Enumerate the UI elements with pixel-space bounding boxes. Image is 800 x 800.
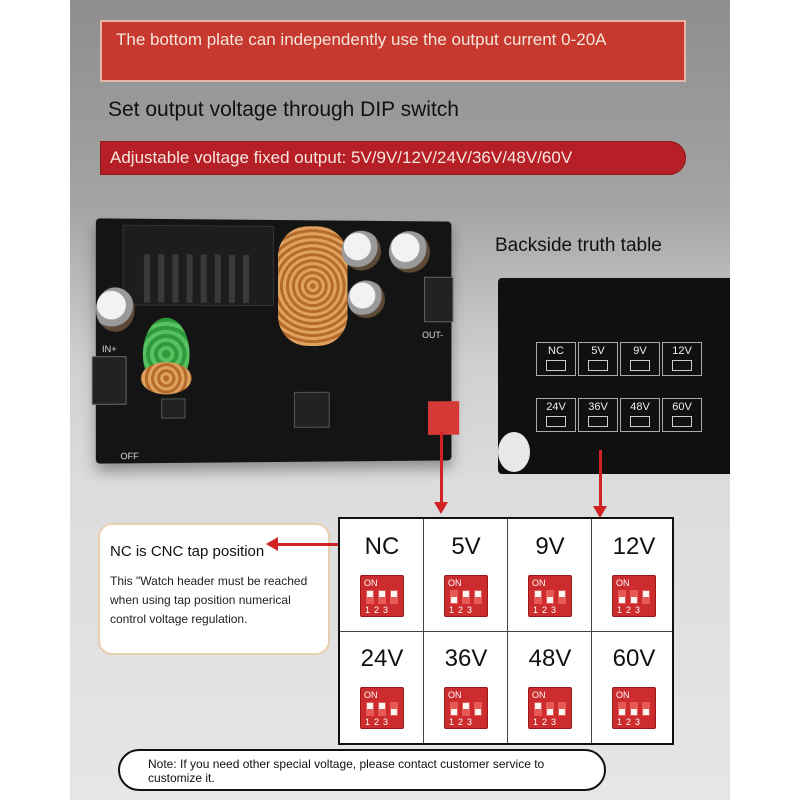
board-photo (96, 218, 452, 463)
mini-dip-icon (546, 360, 566, 371)
dip-knob (535, 591, 541, 597)
dip-lever (474, 702, 482, 716)
dip-knob (547, 597, 553, 603)
mini-dip-icon (630, 416, 650, 427)
backside-cell (662, 398, 702, 432)
dip-lever (534, 702, 542, 716)
dip-lever (534, 590, 542, 604)
dip-lever (630, 702, 638, 716)
right-margin (730, 0, 800, 800)
knob-icon (498, 432, 530, 472)
dip-switch-icon (444, 575, 488, 617)
backside-cell (620, 398, 660, 432)
small-coil-icon (141, 362, 192, 394)
dip-knob (475, 709, 481, 715)
voltage-label: 60V (612, 645, 656, 672)
dip-lever (450, 590, 458, 604)
dip-numbers: 123 (533, 605, 561, 615)
dip-numbers: 123 (449, 717, 477, 727)
dip-knob (367, 703, 373, 709)
backside-cell-label: 12V (672, 345, 692, 357)
voltage-label: NC (364, 533, 400, 560)
backside-cell-label: 60V (672, 401, 692, 413)
dip-knob (643, 591, 649, 597)
dip-numbers: 123 (533, 717, 561, 727)
dip-lever (558, 702, 566, 716)
inductor-icon (278, 226, 348, 346)
arrow-down-icon (434, 502, 448, 514)
dip-knob (391, 591, 397, 597)
dip-switch-icon (428, 401, 459, 435)
backside-cell (620, 342, 660, 376)
backside-cell (578, 398, 618, 432)
left-margin (0, 0, 70, 800)
mcu-chip-icon (294, 392, 330, 428)
ic-chip-icon (161, 398, 185, 418)
mini-dip-icon (672, 360, 692, 371)
dip-numbers: 123 (617, 605, 645, 615)
dip-lever (462, 702, 470, 716)
dip-on-label: ON (364, 578, 378, 588)
dip-lever (546, 590, 554, 604)
dip-numbers: 123 (449, 605, 477, 615)
board-label-out: OUT- (422, 330, 444, 341)
mini-dip-icon (546, 416, 566, 427)
capacitor-icon (348, 280, 385, 318)
truth-table (338, 517, 674, 745)
dip-lever (546, 702, 554, 716)
fixed-output-banner: Adjustable voltage fixed output: 5V/9V/12V/24V/36V/48V/60V (100, 141, 686, 175)
dip-on-label: ON (364, 690, 378, 700)
dip-switch-icon (612, 575, 656, 617)
mini-dip-icon (630, 360, 650, 371)
dip-knob (379, 591, 385, 597)
dip-knob (559, 709, 565, 715)
voltage-label: 9V (535, 533, 565, 560)
dip-knob (391, 709, 397, 715)
dip-knob (559, 591, 565, 597)
voltage-label: 5V (451, 533, 481, 560)
dip-lever (642, 702, 650, 716)
dip-lever (366, 590, 374, 604)
backside-cell (578, 342, 618, 376)
dip-knob (547, 709, 553, 715)
dip-lever (366, 702, 374, 716)
dip-switch-icon (528, 575, 572, 617)
dip-switch-icon (528, 687, 572, 729)
output-terminal-icon (424, 277, 453, 323)
heatsink-icon (122, 225, 274, 306)
backside-cell-label: 5V (591, 345, 605, 357)
voltage-label: 48V (528, 645, 572, 672)
capacitor-icon (96, 287, 135, 332)
voltage-label: 12V (612, 533, 656, 560)
dip-lever (630, 590, 638, 604)
dip-knob (367, 591, 373, 597)
dip-switch-icon (360, 687, 404, 729)
dip-on-label: ON (532, 578, 546, 588)
dip-numbers: 123 (617, 717, 645, 727)
dip-numbers: 123 (365, 717, 393, 727)
dip-switch-icon (444, 687, 488, 729)
mini-dip-icon (588, 416, 608, 427)
backside-cell (536, 342, 576, 376)
dip-knob (463, 703, 469, 709)
dip-knob (535, 703, 541, 709)
nc-info-body: This "Watch header must be reached when using tap position numerical control voltage regulation. (110, 574, 308, 626)
dip-lever (390, 702, 398, 716)
backside-cell-label: 36V (588, 401, 608, 413)
dip-on-label: ON (448, 690, 462, 700)
backside-cell-label: 48V (630, 401, 650, 413)
mini-dip-icon (672, 416, 692, 427)
dip-lever (558, 590, 566, 604)
mini-dip-icon (588, 360, 608, 371)
dip-lever (642, 590, 650, 604)
arrow-down-right-line (599, 450, 602, 508)
backside-cell (536, 398, 576, 432)
dip-switch-icon (360, 575, 404, 617)
dip-on-label: ON (448, 578, 462, 588)
arrow-left-icon (266, 537, 278, 551)
dip-knob (451, 709, 457, 715)
dip-on-label: ON (616, 578, 630, 588)
backside-cell-label: 24V (546, 401, 566, 413)
capacitor-icon (342, 231, 381, 271)
dip-knob (643, 709, 649, 715)
nc-info-title: NC is CNC tap position (110, 543, 265, 560)
backside-board-photo (498, 278, 730, 474)
dip-lever (474, 590, 482, 604)
dip-knob (475, 591, 481, 597)
dip-subtitle: Set output voltage through DIP switch (108, 98, 459, 121)
dip-knob (631, 597, 637, 603)
dip-knob (463, 591, 469, 597)
dip-lever (450, 702, 458, 716)
voltage-label: 24V (360, 645, 404, 672)
capacitor-icon (389, 231, 430, 273)
table-divider (340, 631, 672, 632)
dip-lever (618, 702, 626, 716)
dip-switch-icon (612, 687, 656, 729)
board-label-off: OFF (120, 451, 139, 462)
dip-lever (390, 590, 398, 604)
dip-lever (618, 590, 626, 604)
board-label-in: IN+ (101, 344, 117, 355)
dip-knob (379, 703, 385, 709)
arrow-down-left-line (440, 432, 443, 504)
current-banner (100, 20, 686, 82)
truth-table-title: Backside truth table (495, 235, 662, 256)
backside-cell-label: NC (548, 345, 564, 357)
special-voltage-note: Note: If you need other special voltage, please contact customer service to customize it. (118, 749, 606, 791)
backside-cell-label: 9V (633, 345, 647, 357)
dip-knob (619, 709, 625, 715)
dip-knob (619, 597, 625, 603)
current-banner-text: The bottom plate can independently use the output current 0-20A (116, 30, 607, 49)
dip-lever (378, 702, 386, 716)
dip-knob (631, 709, 637, 715)
dip-knob (451, 597, 457, 603)
dip-numbers: 123 (365, 605, 393, 615)
dip-on-label: ON (616, 690, 630, 700)
input-terminal-icon (92, 356, 127, 405)
dip-lever (378, 590, 386, 604)
dip-on-label: ON (532, 690, 546, 700)
dip-lever (462, 590, 470, 604)
backside-cell (662, 342, 702, 376)
voltage-label: 36V (444, 645, 488, 672)
